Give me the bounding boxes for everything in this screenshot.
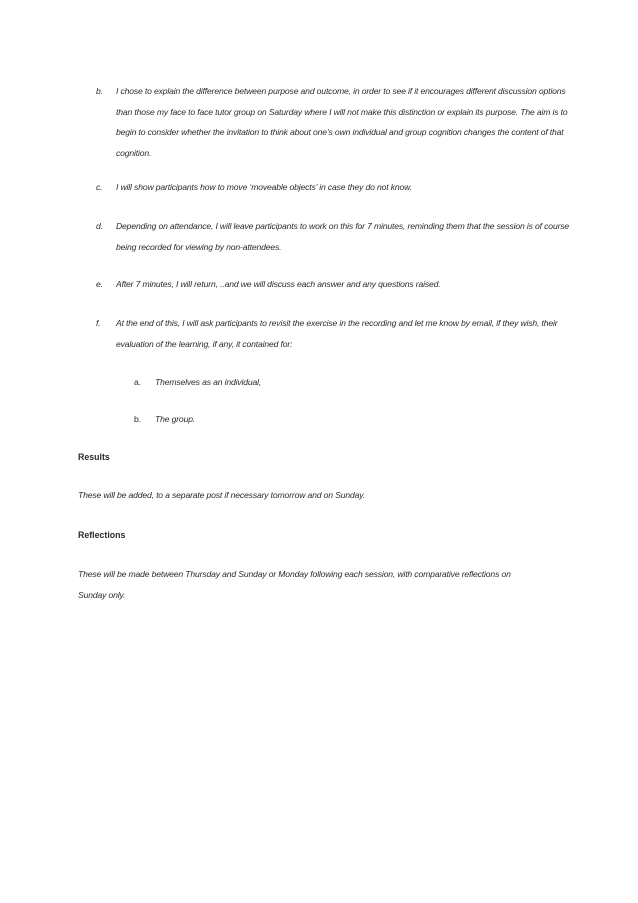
results-text: These will be added, to a separate post if necessary tomorrow and on Sunday. (78, 490, 366, 500)
reflections-heading: Reflections (78, 530, 126, 540)
list-marker: e. (96, 279, 103, 289)
list-item-c (96, 177, 576, 198)
list-item-b (96, 81, 576, 163)
sublist-item-a (134, 372, 554, 393)
list-item-text: I will show participants how to move ‘moveable objects’ in case they do not know. (116, 182, 412, 192)
list-item-text: Depending on attendance, I will leave participants to work on this for 7 minutes, reminding them that the session is of course being recorded for viewing by non-attendees. (116, 221, 570, 252)
list-item-text: I chose to explain the difference between purpose and outcome, in order to see if it encourages different discussion options than those my face to face tutor group on Saturday where I will not make this distinction or explain its purpose. The aim is to begin to consider whether the invitation to think about one’s own individual and group cognition changes the content of that cognition. (116, 86, 568, 158)
sublist-item-text: Themselves as an individual, (155, 377, 262, 387)
list-marker: f. (96, 318, 101, 328)
list-marker: d. (96, 221, 103, 231)
sublist-item-b (134, 409, 554, 430)
list-item-text: At the end of this, I will ask participants to revisit the exercise in the recording and let me know by email, if they wish, their evaluation of the learning, if any, it contained for: (116, 318, 558, 349)
sublist-item-text: The group. (155, 414, 196, 424)
list-item-text: After 7 minutes, I will return, ..and we will discuss each answer and any questions raised. (116, 279, 441, 289)
list-marker: b. (96, 86, 103, 96)
reflections-text: These will be made between Thursday and Sunday or Monday following each session, with comparative reflections on Sunday only. (78, 569, 511, 600)
list-item-e (96, 274, 576, 295)
results-heading: Results (78, 452, 110, 462)
sublist-marker: b. (134, 414, 141, 424)
list-item-f (96, 313, 576, 354)
sublist-marker: a. (134, 377, 141, 387)
list-item-d (96, 216, 576, 257)
list-marker: c. (96, 182, 103, 192)
